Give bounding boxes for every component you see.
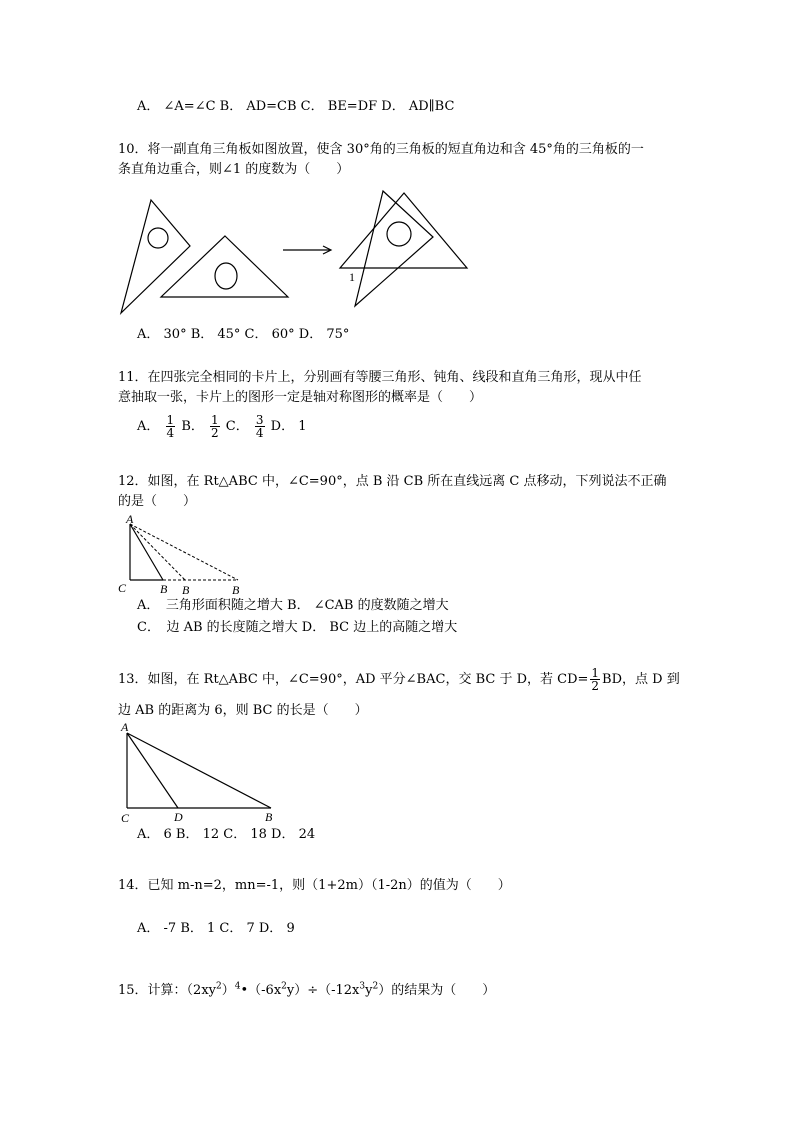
- q12-options-row1: A． 三角形面积随之增大 B． ∠CAB 的度数随之增大: [137, 598, 449, 613]
- q12-label-a: A: [126, 512, 134, 526]
- q11-text-line1: 11．在四张完全相同的卡片上，分别画有等腰三角形、钝角、线段和直角三角形，现从中任: [118, 370, 642, 385]
- q13-line1-b: BD，点 D 到: [602, 672, 680, 687]
- q10-text-line1: 10．将一副直角三角板如图放置，使含 30°角的三角板的短直角边和含 45°角的三角板的一: [118, 142, 644, 157]
- q13-label-a: A: [121, 720, 129, 734]
- q15-part2: ）: [221, 983, 235, 998]
- q15-text-line1: [118, 982, 495, 1000]
- q15-part4: y）÷（-12x: [286, 983, 360, 998]
- q11-opt-c-prefix: C．: [225, 419, 249, 434]
- q12-text-line2: 的是（ ）: [118, 494, 197, 509]
- q11-opt-b-fraction: $\frac{1}{2}$: [211, 413, 219, 440]
- q13-fraction: $\frac{1}{2}$: [591, 666, 600, 693]
- q11-opt-a-prefix: A．: [137, 419, 160, 434]
- q12-label-b2: B: [182, 583, 190, 597]
- q14-options: A． -7 B． 1 C． 7 D． 9: [137, 921, 295, 936]
- q15-part-prefix: 15．计算：（2xy: [118, 983, 216, 998]
- q13-options: A． 6 B． 12 C． 18 D． 24: [137, 827, 316, 842]
- q15-exp5: 2: [372, 981, 379, 992]
- q9-options: A． ∠A=∠C B． AD=CB C． BE=DF D． AD∥BC: [137, 99, 455, 114]
- q10-options: A． 30° B． 45° C． 60° D． 75°: [137, 327, 350, 342]
- q15-exp3: 2: [281, 981, 287, 992]
- q12-label-c: C: [118, 581, 127, 595]
- q10-text-line2: 条直角边重合，则∠1 的度数为（ ）: [118, 162, 350, 177]
- q12-text-line1: 12．如图，在 Rt△ABC 中，∠C=90°，点 B 沿 CB 所在直线远离 C 点移动，下列说法不正确: [118, 474, 667, 489]
- q14-text-line1: 14．已知 m-n=2，mn=-1，则（1+2m）（1-2n）的值为（ ）: [118, 878, 511, 893]
- q15-part3: •（-6x: [240, 983, 282, 998]
- q15-exp2: 4: [234, 981, 241, 992]
- q11-opt-d: D． 1: [270, 419, 307, 434]
- q11-opt-c-fraction: $\frac{3}{4}$: [255, 413, 264, 440]
- q15-exp1: 2: [216, 981, 222, 992]
- angle-1-label: 1: [349, 270, 355, 284]
- q15-part5: y: [365, 983, 373, 998]
- side-ab: [127, 733, 271, 808]
- q13-text-line2: 边 AB 的距离为 6，则 BC 的长是（ ）: [118, 703, 368, 718]
- segment-ad: [127, 733, 178, 808]
- q12-label-b3: B: [232, 583, 240, 597]
- q13-label-c: C: [121, 811, 130, 825]
- q11-text-line2: 意抽取一张，卡片上的图形一定是轴对称图形的概率是（ ）: [118, 390, 483, 405]
- q13-label-d: D: [174, 810, 183, 824]
- q11-opt-b-prefix: B．: [181, 419, 204, 434]
- q13-line1-a: 13．如图，在 Rt△ABC 中，∠C=90°，AD 平分∠BAC，交 BC 于 D，若 CD=: [118, 672, 589, 687]
- q12-options-row2: C． 边 AB 的长度随之增大 D． BC 边上的高随之增大: [137, 620, 458, 635]
- q13-label-b: B: [265, 810, 273, 824]
- q11-opt-a-fraction: $\frac{1}{4}$: [166, 413, 175, 440]
- q15-part-suffix: ）的结果为（ ）: [378, 983, 496, 998]
- q15-exp4: 3: [359, 981, 366, 992]
- q12-label-b1: B: [160, 582, 168, 596]
